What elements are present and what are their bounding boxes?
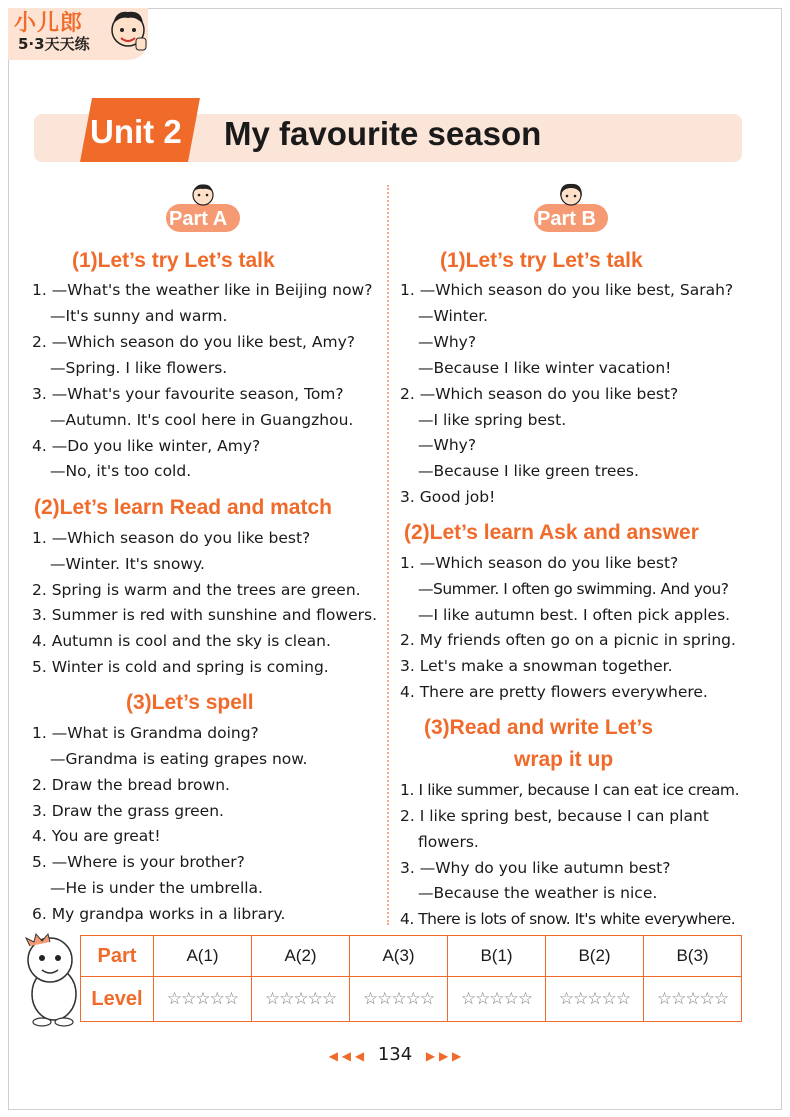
list-item: 4. There are pretty flowers everywhere. (400, 683, 708, 701)
list-item: 2. —Which season do you like best, Amy? (32, 333, 356, 351)
list-item: —Because I like green trees. (418, 462, 639, 480)
list-item: 3. Summer is red with sunshine and flowers. (32, 606, 378, 624)
part-a-section2-heading: (2)Let’s learn Read and match (34, 496, 332, 519)
unit-number: Unit 2 (90, 113, 182, 150)
list-item: 3. —Why do you like autumn best? (400, 859, 671, 877)
list-item: —Winter. (418, 307, 489, 325)
list-item: 4. —Do you like winter, Amy? (32, 437, 261, 455)
star-rating[interactable]: ☆☆☆☆☆ (350, 977, 448, 1022)
list-item: —Grandma is eating grapes now. (50, 750, 308, 768)
list-item: 2. —Which season do you like best? (400, 385, 679, 403)
list-item: —I like spring best. (418, 411, 567, 429)
list-item: 2. My friends often go on a picnic in spring. (400, 631, 736, 649)
table-header-cell: A(3) (350, 936, 448, 977)
page-number: 134 (377, 1044, 413, 1065)
boy-mascot-icon (106, 8, 150, 60)
list-item: 2. Spring is warm and the trees are green. (32, 581, 361, 599)
brand-series: 5·3天天练 (18, 35, 90, 53)
list-item: —Spring. I like flowers. (50, 359, 228, 377)
next-arrows-icon: ▶ ▶ ▶ (425, 1049, 462, 1063)
table-row (81, 977, 742, 1022)
list-item: —Why? (418, 436, 477, 454)
column-divider (387, 185, 389, 925)
list-item: —Summer. I often go swimming. And you? (418, 580, 729, 598)
table-header-cell: A(2) (252, 936, 350, 977)
list-item: flowers. (418, 833, 479, 851)
list-item: 1. —What's the weather like in Beijing now? (32, 281, 373, 299)
part-b-label: Part B (537, 208, 596, 230)
list-item: —No, it's too cold. (50, 462, 192, 480)
table-header-cell: B(3) (644, 936, 742, 977)
star-rating[interactable]: ☆☆☆☆☆ (154, 977, 252, 1022)
list-item: —I like autumn best. I often pick apples. (418, 606, 731, 624)
table-header-cell: B(2) (546, 936, 644, 977)
list-item: —Winter. It's snowy. (50, 555, 205, 573)
part-b-section1-heading: (1)Let’s try Let’s talk (440, 249, 643, 272)
list-item: 1. —Which season do you like best, Sarah? (400, 281, 734, 299)
star-rating[interactable]: ☆☆☆☆☆ (448, 977, 546, 1022)
part-a-section1-heading: (1)Let’s try Let’s talk (72, 249, 275, 272)
list-item: 1. I like summer, because I can eat ice cream. (400, 781, 740, 799)
table-row-label: Part (81, 936, 154, 977)
brand-logo: 小儿郎 (14, 11, 84, 36)
list-item: 6. My grandpa works in a library. (32, 905, 286, 923)
list-item: 4. Autumn is cool and the sky is clean. (32, 632, 331, 650)
part-a-section3-heading: (3)Let’s spell (126, 691, 254, 714)
part-b-section2-heading: (2)Let’s learn Ask and answer (404, 521, 699, 544)
list-item: 3. Draw the grass green. (32, 802, 224, 820)
list-item: 5. Winter is cold and spring is coming. (32, 658, 329, 676)
part-b-section3-heading-line1: (3)Read and write Let’s (424, 716, 654, 739)
list-item: 5. —Where is your brother? (32, 853, 245, 871)
list-item: —He is under the umbrella. (50, 879, 263, 897)
list-item: 1. —Which season do you like best? (32, 529, 311, 547)
dinosaur-mascot-icon (20, 932, 84, 1028)
unit-title: My favourite season (224, 115, 542, 152)
list-item: 1. —Which season do you like best? (400, 554, 679, 572)
prev-arrows-icon: ◀ ◀ ◀ (328, 1049, 365, 1063)
table-header-cell: B(1) (448, 936, 546, 977)
list-item: 4. There is lots of snow. It's white everywhere. (400, 910, 736, 928)
list-item: —Because the weather is nice. (418, 884, 658, 902)
list-item: —It's sunny and warm. (50, 307, 228, 325)
list-item: 2. Draw the bread brown. (32, 776, 230, 794)
star-rating[interactable]: ☆☆☆☆☆ (644, 977, 742, 1022)
list-item: —Because I like winter vacation! (418, 359, 672, 377)
part-a-label: Part A (169, 208, 228, 230)
table-row (81, 936, 742, 977)
star-rating[interactable]: ☆☆☆☆☆ (252, 977, 350, 1022)
list-item: 3. Let's make a snowman together. (400, 657, 673, 675)
list-item: 3. Good job! (400, 488, 496, 506)
score-table (80, 935, 742, 1022)
list-item: 4. You are great! (32, 827, 161, 845)
list-item: 2. I like spring best, because I can plant (400, 807, 709, 825)
page-footer (0, 1044, 790, 1065)
star-rating[interactable]: ☆☆☆☆☆ (546, 977, 644, 1022)
table-header-cell: A(1) (154, 936, 252, 977)
table-row-label: Level (81, 977, 154, 1022)
list-item: —Why? (418, 333, 477, 351)
part-b-section3-heading-line2: wrap it up (514, 748, 614, 771)
list-item: 1. —What is Grandma doing? (32, 724, 259, 742)
list-item: 3. —What's your favourite season, Tom? (32, 385, 344, 403)
list-item: —Autumn. It's cool here in Guangzhou. (50, 411, 354, 429)
